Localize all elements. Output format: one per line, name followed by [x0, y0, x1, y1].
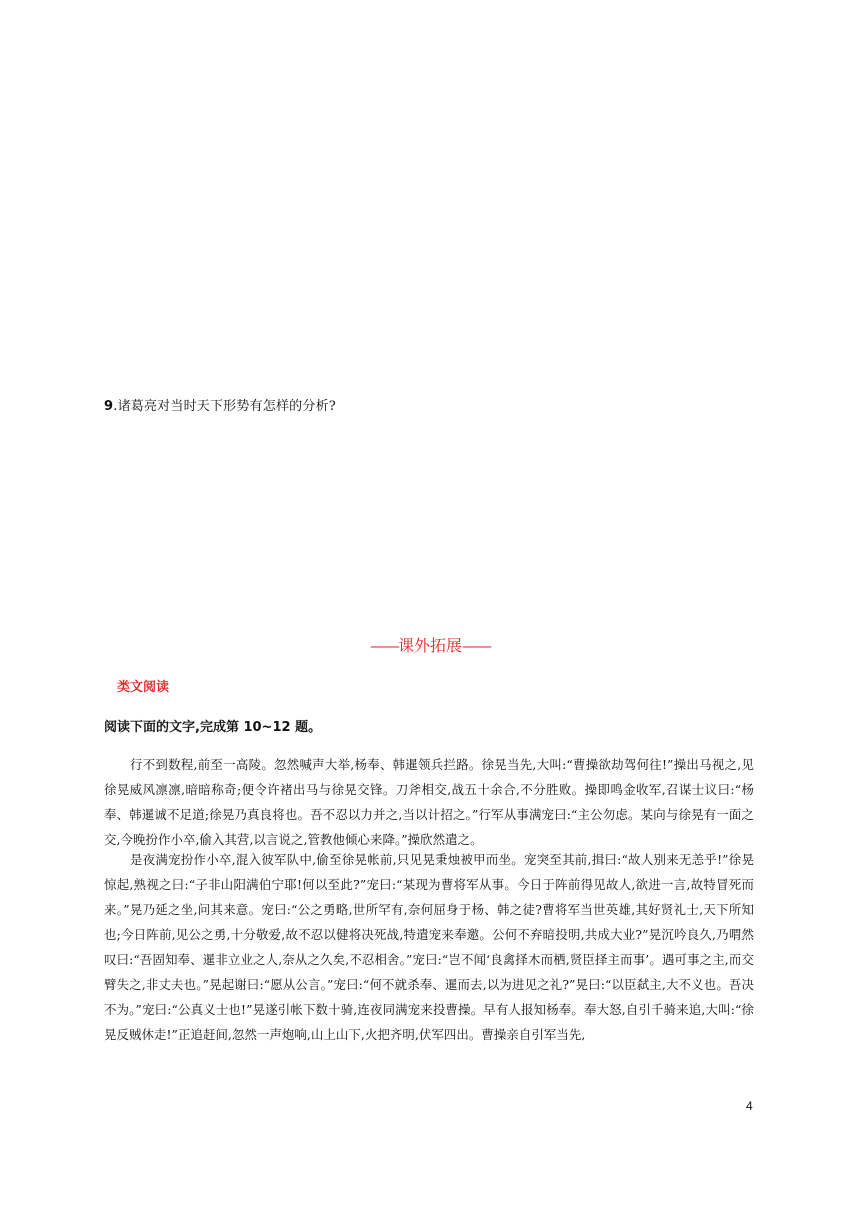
- subheading: 类文阅读: [117, 680, 170, 695]
- question-9: [104, 395, 336, 414]
- question-text: .诸葛亮对当时天下形势有怎样的分析?: [113, 399, 336, 414]
- question-number: 9: [104, 399, 114, 414]
- page-number: 4: [746, 1099, 753, 1113]
- section-title-text: 课外拓展: [397, 636, 462, 655]
- passage-paragraph-2: 是夜满宠扮作小卒,混入彼军队中,偷至徐晃帐前,只见晃秉烛被甲而坐。宠突至其前,揖曰:“故人别来无恙乎!”徐晃惊起,熟视之曰:“子非山阳满伯宁耶!何以至此?”宠曰:“某现为曹将军从事。今日于阵前得见故人,欲进一言,故特冒死而来。”晃乃延之坐,问其来意。宠曰:“公之勇略,世所罕有,奈何屈身于杨、韩之徒?曹将军当世英雄,其好贤礼士,天下所知也;今日阵前,见公之勇,十分敬爱,故不忍以健将决死战,特遣宠来奉邀。公何不弃暗投明,共成大业?”晃沉吟良久,乃喟然叹曰:“吾固知奉、暹非立业之人,奈从之久矣,不忍相舍。”宠曰:“岂不闻‘良禽择木而栖,贤臣择主而事’。遇可事之主,而交臂失之,非丈夫也。”晃起谢曰:“愿从公言。”宠曰:“何不就杀奉、暹而去,以为进见之礼?”晃曰:“以臣弑主,大不义也。吾决不为。”宠曰:“公真义士也!”晃遂引帐下数十骑,连夜同满宠来投曹操。早有人报知杨奉。奉大怒,自引千骑来追,大叫:“徐晃反贼休走!”正追赶间,忽然一声炮响,山上山下,火把齐明,伏军四出。曹操亲自引军当先,: [104, 852, 754, 1042]
- title-dash-right: ——: [462, 636, 490, 655]
- title-dash-left: ——: [369, 636, 398, 655]
- section-title: [0, 633, 860, 656]
- reading-instruction: 阅读下面的文字,完成第 10~12 题。: [104, 720, 322, 735]
- passage-paragraph-1: 行不到数程,前至一高陵。忽然喊声大举,杨奉、韩暹领兵拦路。徐晃当先,大叫:“曹操欲劫驾何往!”操出马视之,见徐晃威风凛凛,暗暗称奇;便令许褚出马与徐晃交锋。刀斧相交,战五十余合,不分胜败。操即鸣金收军,召谋士议曰:“杨奉、韩暹诚不足道;徐晃乃真良将也。吾不忍以力并之,当以计招之。”行军从事满宠曰:“主公勿虑。某向与徐晃有一面之交,今晚扮作小卒,偷入其营,以言说之,管教他倾心来降。”操欣然遣之。: [104, 757, 754, 847]
